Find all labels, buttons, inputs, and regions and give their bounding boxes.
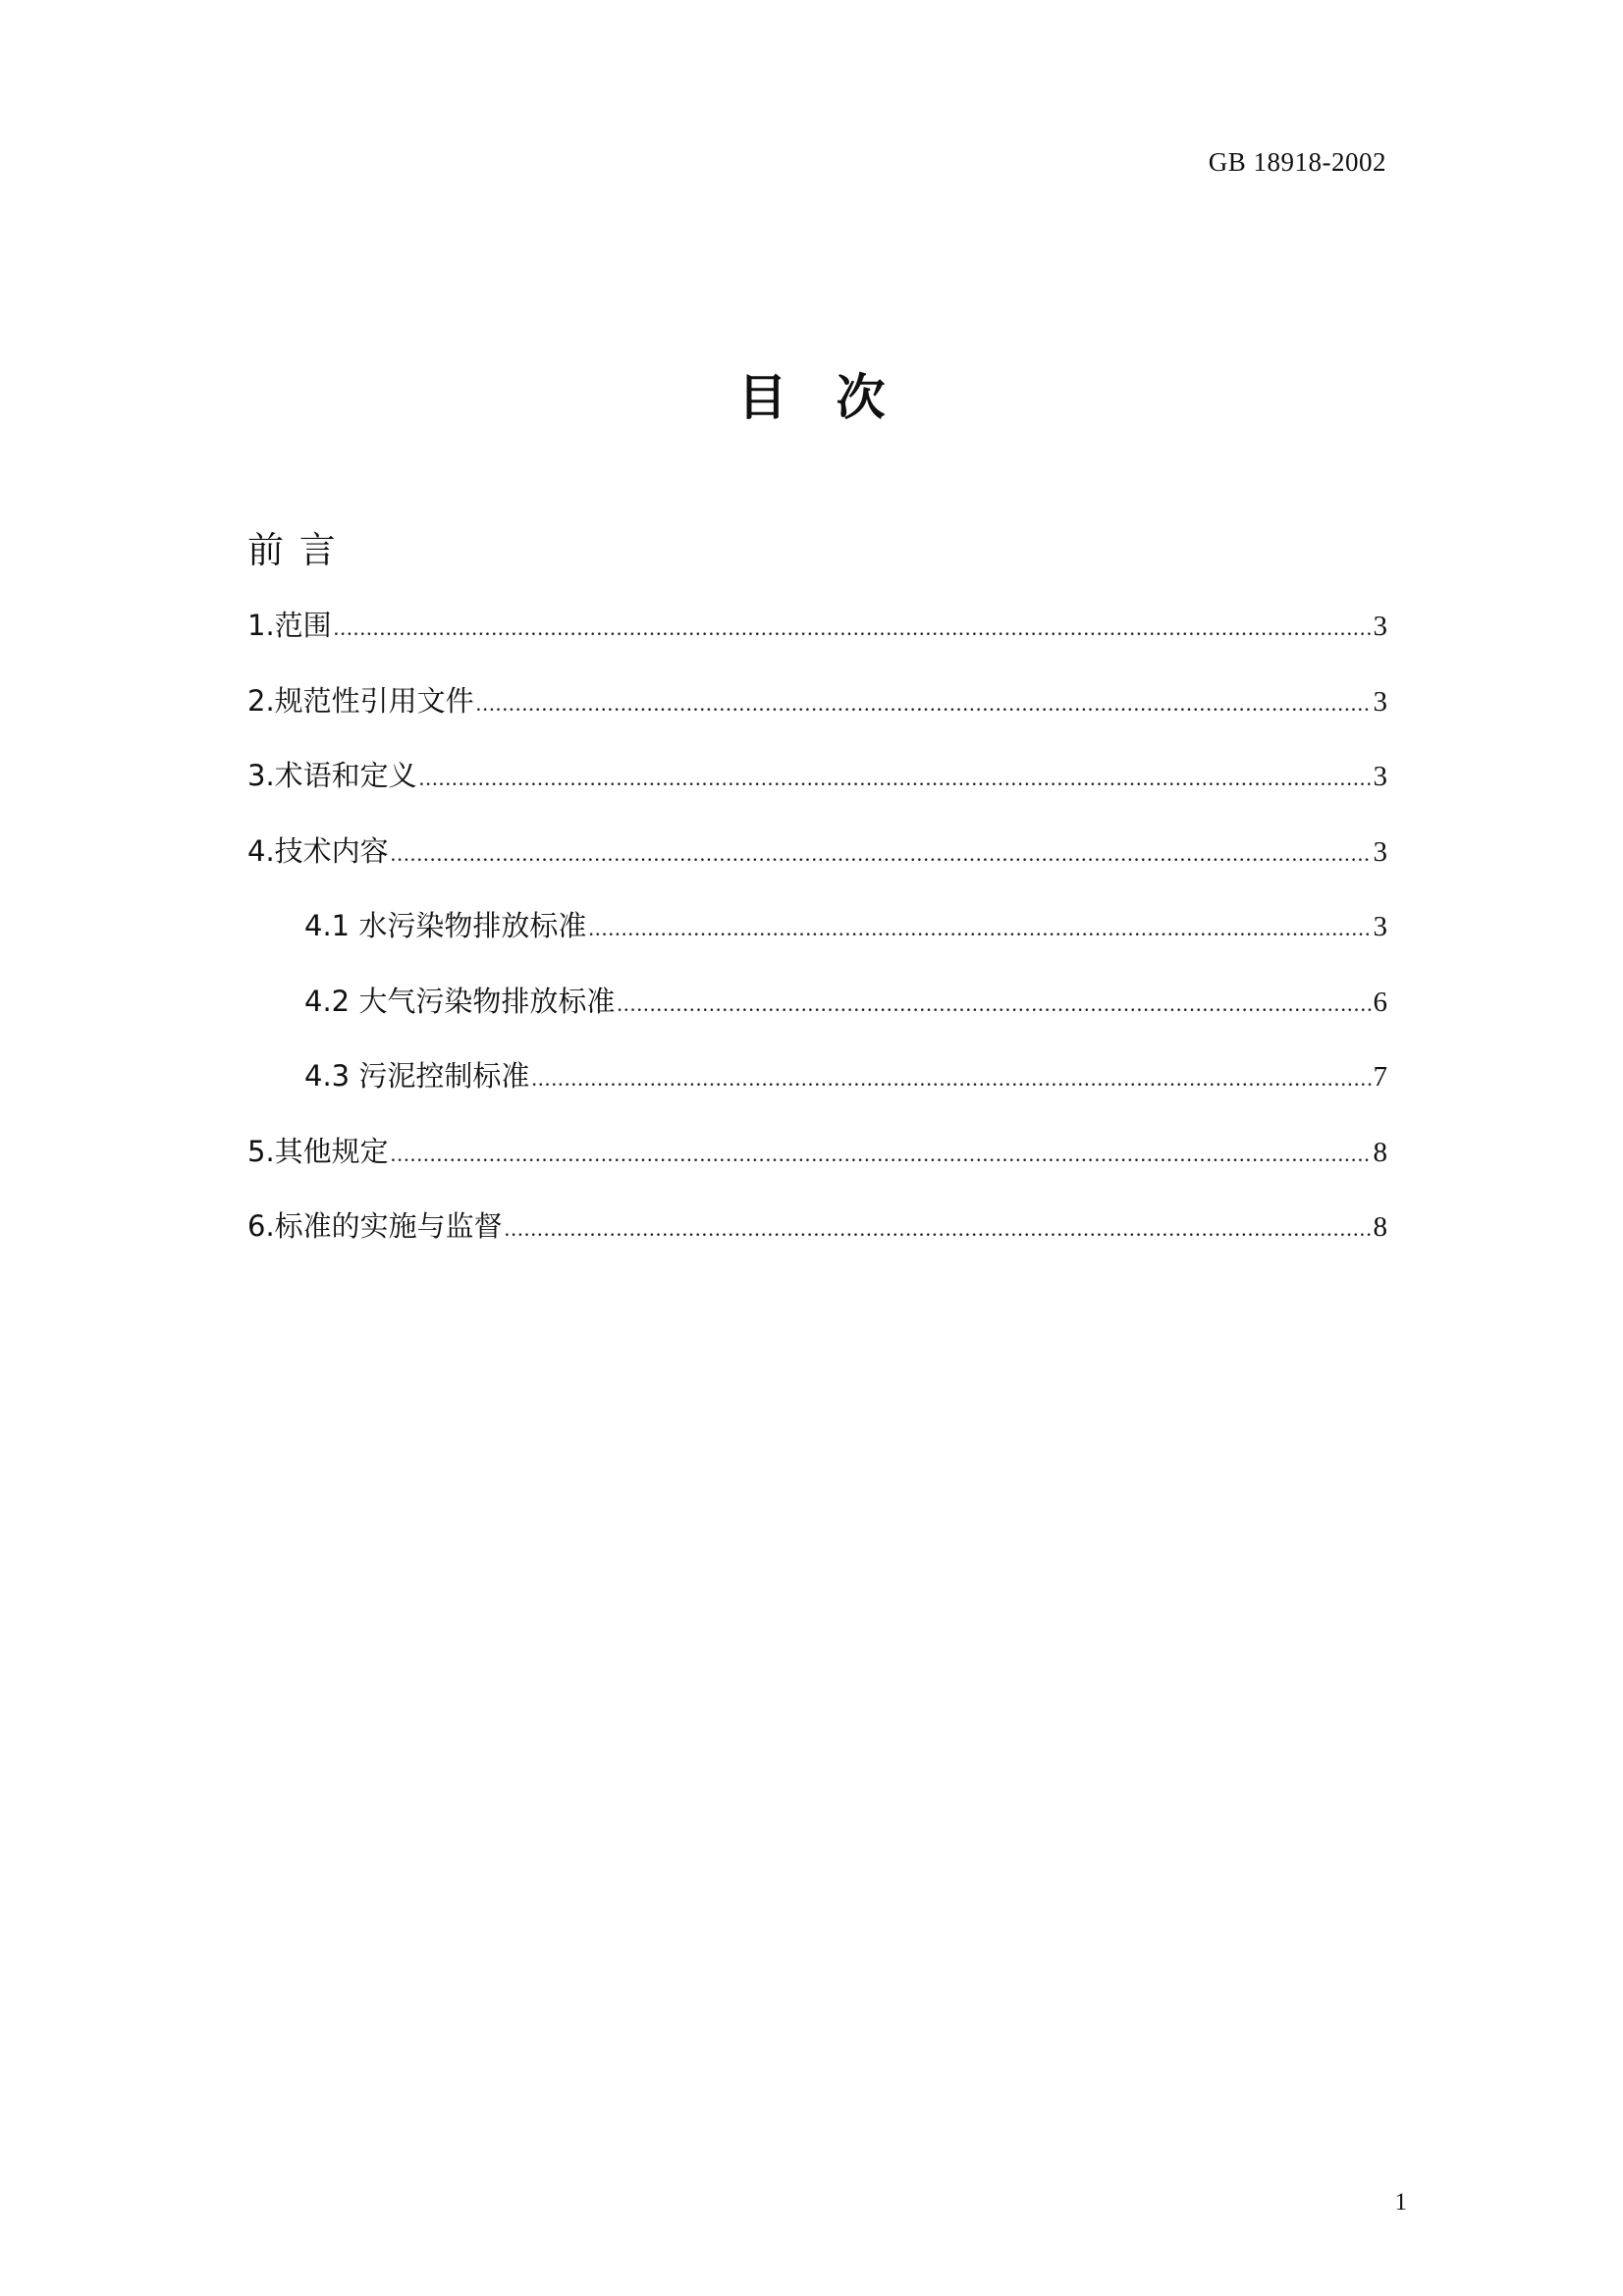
toc-entry-page: 3 bbox=[1373, 835, 1387, 868]
toc-dot-leader bbox=[476, 684, 1372, 723]
toc-entry-page: 3 bbox=[1373, 761, 1387, 792]
toc-entry-label: 5.其他规定 bbox=[247, 1134, 389, 1168]
toc-entry-page: 3 bbox=[1373, 685, 1387, 718]
toc-dot-leader bbox=[391, 1135, 1372, 1174]
toc-entry-page: 6 bbox=[1373, 986, 1387, 1018]
toc-entry-label: 6.标准的实施与监督 bbox=[247, 1209, 503, 1243]
toc-entry-page: 8 bbox=[1373, 1136, 1387, 1168]
toc-entry-other-provisions[interactable] bbox=[247, 1132, 1387, 1207]
toc-entry-normative-references[interactable] bbox=[247, 681, 1387, 757]
toc-entry-label: 4.1 水污染物排放标准 bbox=[304, 909, 587, 942]
toc-entry-label: 1.范围 bbox=[247, 609, 332, 642]
toc-entry-implementation-supervision[interactable] bbox=[247, 1206, 1387, 1282]
toc-entry-label: 3.术语和定义 bbox=[247, 759, 417, 792]
toc-dot-leader bbox=[505, 1209, 1372, 1249]
page-title: 目 次 bbox=[737, 369, 886, 426]
toc-entry-label: 4.3 污泥控制标准 bbox=[304, 1059, 530, 1093]
toc-entry-page: 8 bbox=[1373, 1211, 1387, 1243]
toc-entry-scope[interactable] bbox=[247, 606, 1387, 681]
toc-dot-leader bbox=[531, 1059, 1371, 1098]
page-number: 1 bbox=[1394, 2189, 1407, 2216]
toc-entry-terms-definitions[interactable] bbox=[247, 756, 1387, 831]
preface-heading: 前 言 bbox=[247, 529, 338, 571]
toc-dot-leader bbox=[419, 759, 1372, 798]
standard-code: GB 18918-2002 bbox=[1208, 147, 1386, 177]
toc-entry-page: 3 bbox=[1373, 911, 1387, 942]
toc-entry-water-pollutant-standard[interactable] bbox=[247, 906, 1387, 982]
table-of-contents bbox=[247, 606, 1387, 1282]
toc-entry-label: 2.规范性引用文件 bbox=[247, 683, 474, 718]
toc-dot-leader bbox=[617, 985, 1371, 1024]
toc-entry-label: 4.技术内容 bbox=[247, 833, 389, 868]
toc-dot-leader bbox=[391, 834, 1372, 874]
toc-entry-page: 7 bbox=[1373, 1061, 1387, 1093]
toc-entry-page: 3 bbox=[1373, 611, 1387, 642]
toc-entry-air-pollutant-standard[interactable] bbox=[247, 982, 1387, 1057]
toc-entry-technical-content[interactable] bbox=[247, 831, 1387, 907]
toc-dot-leader bbox=[588, 909, 1371, 948]
toc-entry-sludge-control-standard[interactable] bbox=[247, 1056, 1387, 1132]
toc-entry-label: 4.2 大气污染物排放标准 bbox=[304, 984, 616, 1018]
toc-dot-leader bbox=[334, 609, 1372, 648]
